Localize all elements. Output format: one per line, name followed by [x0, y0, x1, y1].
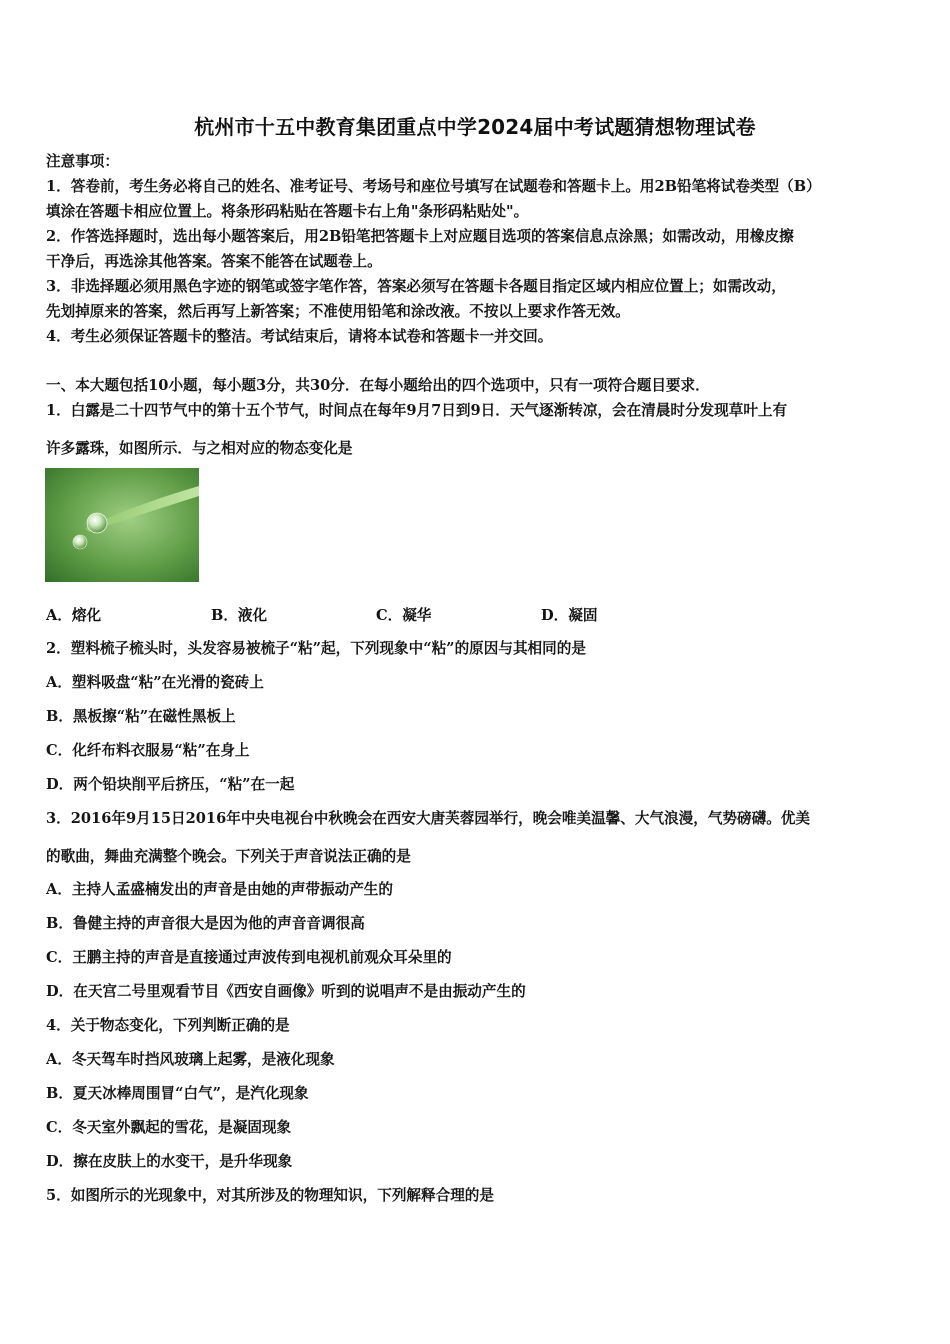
notice-heading: 注意事项： [46, 153, 119, 170]
notice-line: 先划掉原来的答案，然后再写上新答案；不准使用铅笔和涂改液。不按以上要求作答无效。 [46, 303, 630, 320]
exam-title: 杭州市十五中教育集团重点中学2024届中考试题猜想物理试卷 [194, 115, 756, 139]
option-c: C．凝华 [376, 607, 432, 624]
notice-line: 干净后，再选涂其他答案。答案不能答在试题卷上。 [46, 253, 382, 270]
notice-line: 1．答卷前，考生务必将自己的姓名、准考证号、考场号和座位号填写在试题卷和答题卡上。用2B铅笔将试卷类型（B） [46, 178, 821, 195]
dew-drop-photo [45, 468, 199, 582]
question-2-option-c: C．化纤布料衣服易“粘”在身上 [46, 742, 250, 759]
option-a: A．熔化 [46, 607, 102, 624]
question-3-stem-cont: 的歌曲，舞曲充满整个晚会。下列关于声音说法正确的是 [46, 848, 411, 865]
question-4-option-c: C．冬天室外飘起的雪花，是凝固现象 [46, 1119, 292, 1136]
question-1-stem: 1．白露是二十四节气中的第十五个节气，时间点在每年9月7日到9日．天气逐渐转凉，会在清晨时分发现草叶上有 [46, 402, 788, 419]
question-3-option-b: B．鲁健主持的声音很大是因为他的声音音调很高 [46, 915, 365, 932]
question-1-stem-cont: 许多露珠，如图所示．与之相对应的物态变化是 [46, 440, 353, 457]
dew-drop-image [45, 468, 199, 582]
question-4-stem: 4．关于物态变化，下列判断正确的是 [46, 1017, 290, 1034]
notice-line: 2．作答选择题时，选出每小题答案后，用2B铅笔把答题卡上对应题目选项的答案信息点涂黑；如需改动，用橡皮擦 [46, 228, 794, 245]
question-2-option-b: B．黑板擦“粘”在磁性黑板上 [46, 708, 236, 725]
option-b: B．液化 [211, 607, 268, 624]
section-heading: 一、本大题包括10小题，每小题3分，共30分．在每小题给出的四个选项中，只有一项符合题目要求． [46, 377, 710, 394]
question-2-option-d: D．两个铅块削平后挤压，“粘”在一起 [46, 776, 295, 793]
notice-line: 填涂在答题卡相应位置上。将条形码粘贴在答题卡右上角"条形码粘贴处"。 [46, 203, 529, 220]
question-3-option-a: A．主持人孟盛楠发出的声音是由她的声带振动产生的 [46, 881, 393, 898]
question-2-stem: 2．塑料梳子梳头时，头发容易被梳子“粘”起，下列现象中“粘”的原因与其相同的是 [46, 640, 586, 657]
notice-line: 3．非选择题必须用黑色字迹的钢笔或签字笔作答，答案必须写在答题卡各题目指定区域内相应位置上；如需改动， [46, 278, 786, 295]
notice-line: 4．考生必须保证答题卡的整洁。考试结束后，请将本试卷和答题卡一并交回。 [46, 328, 553, 345]
question-2-option-a: A．塑料吸盘“粘”在光滑的瓷砖上 [46, 674, 264, 691]
question-5-stem: 5．如图所示的光现象中，对其所涉及的物理知识，下列解释合理的是 [46, 1187, 494, 1204]
question-4-option-b: B．夏天冰棒周围冒“白气”，是汽化现象 [46, 1085, 309, 1102]
option-d: D．凝固 [541, 607, 598, 624]
question-1-options [46, 604, 746, 626]
question-4-option-d: D．擦在皮肤上的水变干，是升华现象 [46, 1153, 293, 1170]
question-3-option-d: D．在天宫二号里观看节目《西安自画像》听到的说唱声不是由振动产生的 [46, 983, 526, 1000]
question-4-option-a: A．冬天驾车时挡风玻璃上起雾，是液化现象 [46, 1051, 335, 1068]
question-3-stem: 3．2016年9月15日2016年中央电视台中秋晚会在西安大唐芙蓉园举行，晚会唯美温馨、大气浪漫，气势磅礴。优美 [46, 810, 810, 827]
question-3-option-c: C．王鹏主持的声音是直接通过声波传到电视机前观众耳朵里的 [46, 949, 452, 966]
